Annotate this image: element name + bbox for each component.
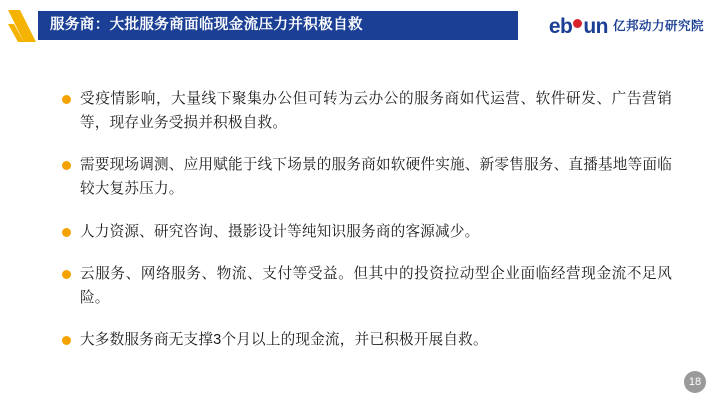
list-item-text: 大多数服务商无支撑3个月以上的现金流，并已积极开展自救。 <box>80 332 488 349</box>
logo-cn-label: 亿邦动力研究院 <box>612 18 704 33</box>
list-item-text: 需要现场调测、应用赋能于线下场景的服务商如软硬件实施、新零售服务、直播基地等面临较大复苏压力。 <box>80 157 672 197</box>
slide-header <box>0 0 720 52</box>
list-item-text: 受疫情影响，大量线下聚集办公但可转为云办公的服务商如代运营、软件研发、广告营销等，现存业务受损并积极自救。 <box>80 91 672 131</box>
bullet-dot-icon <box>62 161 71 170</box>
page-number-badge: 18 <box>684 371 706 393</box>
slide-title-bar <box>38 11 518 40</box>
bullet-dot-icon <box>62 95 71 104</box>
list-item <box>62 154 672 201</box>
list-item <box>62 329 672 353</box>
logo-dot-icon <box>573 19 582 28</box>
logo-text-left: eb <box>548 14 573 38</box>
bullet-dot-icon <box>62 228 71 237</box>
list-item-text: 云服务、网络服务、物流、支付等受益。但其中的投资拉动型企业面临经营现金流不足风险。 <box>80 266 672 306</box>
logo-wordmark <box>549 16 608 37</box>
gold-chevron-icon <box>8 8 42 44</box>
brand-logo <box>549 13 704 39</box>
bullet-dot-icon <box>62 270 71 279</box>
bullet-dot-icon <box>62 336 71 345</box>
list-item <box>62 221 672 245</box>
list-item-text: 人力资源、研究咨询、摄影设计等纯知识服务商的客源减少。 <box>80 223 480 240</box>
logo-text-right: un <box>583 14 608 38</box>
list-item <box>62 263 672 310</box>
list-item <box>62 88 672 135</box>
page-title: 服务商：大批服务商面临现金流压力并积极自救 <box>50 17 363 34</box>
bullet-list <box>62 88 672 372</box>
